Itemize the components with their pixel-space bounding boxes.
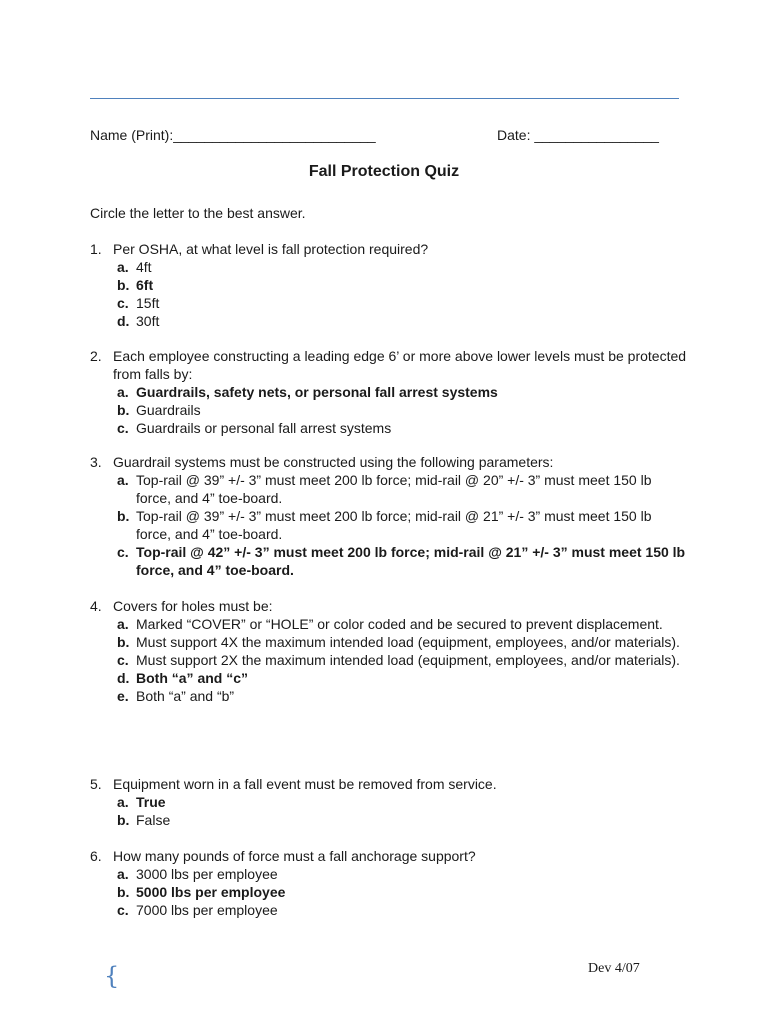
question-text: How many pounds of force must a fall anchorage support? bbox=[113, 848, 476, 864]
option-text: Must support 4X the maximum intended load (equipment, employees, and/or materials). bbox=[136, 634, 680, 650]
answer-option[interactable] bbox=[117, 419, 690, 437]
option-letter: c. bbox=[117, 544, 129, 560]
question-text: Per OSHA, at what level is fall protection required? bbox=[113, 241, 429, 257]
option-letter: b. bbox=[117, 812, 130, 828]
page-title: Fall Protection Quiz bbox=[308, 163, 460, 180]
question-stem bbox=[90, 347, 690, 383]
option-letter: b. bbox=[117, 634, 130, 650]
question-text: Covers for holes must be: bbox=[113, 598, 273, 614]
option-letter: a. bbox=[117, 384, 129, 400]
option-text: 30ft bbox=[136, 313, 160, 329]
option-text: 6ft bbox=[136, 277, 154, 293]
option-text: Guardrails bbox=[136, 402, 201, 418]
question-stem bbox=[90, 453, 690, 471]
answer-option[interactable] bbox=[117, 651, 690, 669]
option-text: 7000 lbs per employee bbox=[136, 902, 278, 918]
answer-option[interactable] bbox=[117, 276, 690, 294]
answer-option[interactable] bbox=[117, 543, 690, 579]
option-letter: c. bbox=[117, 902, 129, 918]
question-number: 5. bbox=[90, 776, 102, 792]
question-stem bbox=[90, 775, 690, 793]
date-field: Date: ________________ bbox=[497, 127, 659, 143]
option-text: Marked “COVER” or “HOLE” or color coded and be secured to prevent displacement. bbox=[136, 616, 663, 632]
question-text: Guardrail systems must be constructed using the following parameters: bbox=[113, 454, 554, 470]
option-letter: d. bbox=[117, 313, 130, 329]
option-text: True bbox=[136, 794, 166, 810]
option-letter: b. bbox=[117, 884, 130, 900]
option-text: Guardrails or personal fall arrest systems bbox=[136, 420, 392, 436]
option-text: Top-rail @ 39” +/- 3” must meet 200 lb force; mid-rail @ 21” +/- 3” must meet 150 lb force, and 4” toe-board. bbox=[136, 508, 652, 542]
question-2 bbox=[90, 347, 690, 437]
revision-label: Dev 4/07 bbox=[588, 961, 640, 976]
answer-option[interactable] bbox=[117, 471, 690, 507]
question-1 bbox=[90, 240, 690, 330]
answer-option[interactable] bbox=[117, 507, 690, 543]
option-letter: a. bbox=[117, 259, 129, 275]
question-3 bbox=[90, 453, 690, 579]
question-number: 6. bbox=[90, 848, 102, 864]
option-text: 15ft bbox=[136, 295, 160, 311]
option-text: 4ft bbox=[136, 259, 152, 275]
option-text: Both “a” and “b” bbox=[136, 688, 235, 704]
option-letter: e. bbox=[117, 688, 129, 704]
answer-option[interactable] bbox=[117, 793, 690, 811]
option-letter: a. bbox=[117, 472, 129, 488]
header-rule bbox=[90, 98, 679, 99]
option-letter: b. bbox=[117, 277, 130, 293]
answer-option[interactable] bbox=[117, 687, 690, 705]
option-letter: a. bbox=[117, 866, 129, 882]
answer-option[interactable] bbox=[117, 294, 690, 312]
name-field: Name (Print):__________________________ bbox=[90, 127, 376, 143]
option-letter: c. bbox=[117, 652, 129, 668]
question-text: Equipment worn in a fall event must be removed from service. bbox=[113, 776, 497, 792]
question-5 bbox=[90, 775, 690, 829]
option-letter: b. bbox=[117, 402, 130, 418]
answer-option[interactable] bbox=[117, 865, 690, 883]
answer-option[interactable] bbox=[117, 811, 690, 829]
question-stem bbox=[90, 597, 690, 615]
option-text: Top-rail @ 42” +/- 3” must meet 200 lb force; mid-rail @ 21” +/- 3” must meet 150 lb force, and 4” toe-board. bbox=[136, 544, 686, 578]
answer-option[interactable] bbox=[117, 883, 690, 901]
question-number: 1. bbox=[90, 241, 102, 257]
answer-option[interactable] bbox=[117, 401, 690, 419]
instructions: Circle the letter to the best answer. bbox=[90, 205, 306, 221]
option-text: False bbox=[136, 812, 171, 828]
answer-option[interactable] bbox=[117, 383, 690, 401]
question-number: 3. bbox=[90, 454, 102, 470]
question-number: 2. bbox=[90, 348, 102, 364]
option-text: Guardrails, safety nets, or personal fall arrest systems bbox=[136, 384, 498, 400]
question-6 bbox=[90, 847, 690, 919]
answer-option[interactable] bbox=[117, 633, 690, 651]
option-letter: c. bbox=[117, 295, 129, 311]
option-letter: a. bbox=[117, 794, 129, 810]
option-text: Must support 2X the maximum intended load (equipment, employees, and/or materials). bbox=[136, 652, 680, 668]
question-4 bbox=[90, 597, 690, 705]
question-text: Each employee constructing a leading edge 6’ or more above lower levels must be protected from falls by: bbox=[113, 348, 687, 382]
option-letter: d. bbox=[117, 670, 130, 686]
option-letter: c. bbox=[117, 420, 129, 436]
footer-brace-mark: { bbox=[104, 962, 120, 990]
question-stem bbox=[90, 847, 690, 865]
option-text: Both “a” and “c” bbox=[136, 670, 249, 686]
option-letter: b. bbox=[117, 508, 130, 524]
question-number: 4. bbox=[90, 598, 102, 614]
question-stem bbox=[90, 240, 690, 258]
answer-option[interactable] bbox=[117, 312, 690, 330]
answer-option[interactable] bbox=[117, 258, 690, 276]
option-letter: a. bbox=[117, 616, 129, 632]
option-text: Top-rail @ 39” +/- 3” must meet 200 lb force; mid-rail @ 20” +/- 3” must meet 150 lb force, and 4” toe-board. bbox=[136, 472, 652, 506]
answer-option[interactable] bbox=[117, 669, 690, 687]
answer-option[interactable] bbox=[117, 901, 690, 919]
option-text: 5000 lbs per employee bbox=[136, 884, 286, 900]
option-text: 3000 lbs per employee bbox=[136, 866, 278, 882]
answer-option[interactable] bbox=[117, 615, 690, 633]
